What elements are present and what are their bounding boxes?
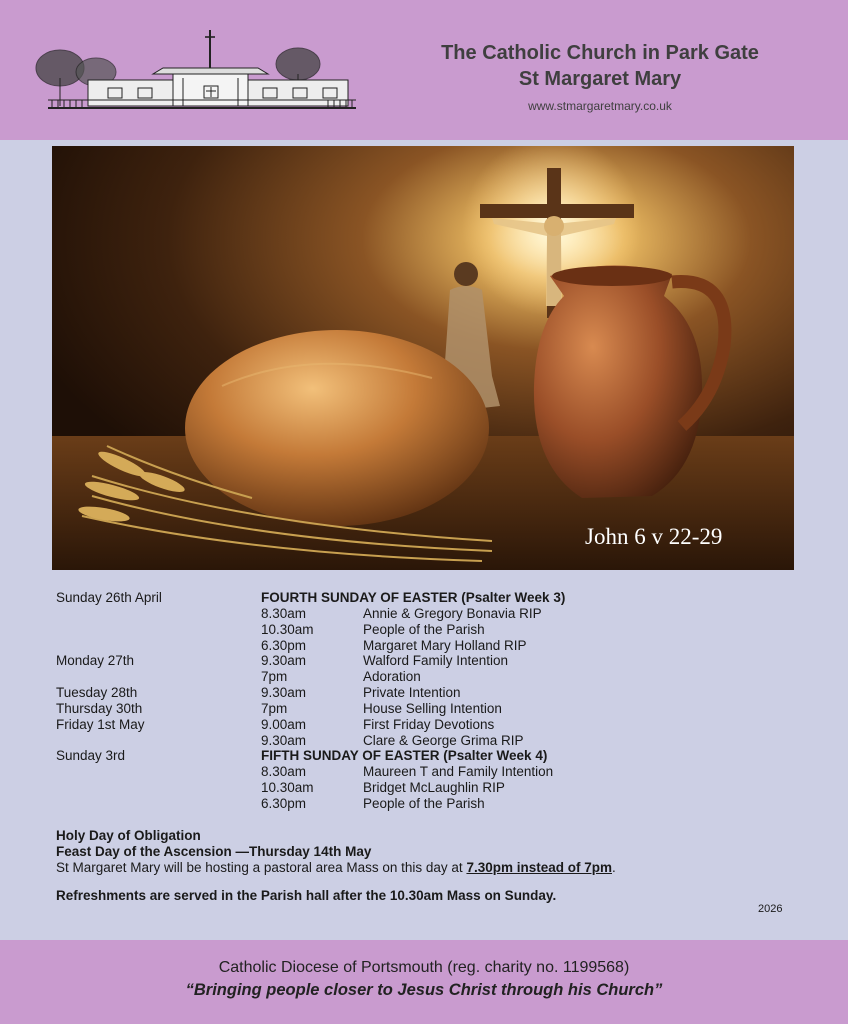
church-title-line1: The Catholic Church in Park Gate bbox=[441, 42, 759, 64]
mass-intention: House Selling Intention bbox=[363, 700, 502, 716]
mass-intention: First Friday Devotions bbox=[363, 716, 495, 732]
mass-intention: Annie & Gregory Bonavia RIP bbox=[363, 605, 542, 621]
church-title bbox=[380, 40, 820, 92]
schedule-row bbox=[56, 748, 796, 764]
mass-time: 6.30pm bbox=[261, 637, 307, 653]
schedule-day: Friday 1st May bbox=[56, 716, 145, 732]
schedule-row bbox=[56, 669, 796, 685]
mass-intention: Maureen T and Family Intention bbox=[363, 764, 554, 780]
mass-intention: People of the Parish bbox=[363, 795, 485, 811]
schedule-day: Sunday 3rd bbox=[56, 748, 126, 764]
liturgical-heading: FIFTH SUNDAY OF EASTER (Psalter Week 4) bbox=[261, 748, 548, 764]
mass-time: 9.30am bbox=[261, 653, 307, 669]
mass-time: 9.30am bbox=[261, 685, 307, 701]
mass-time-highlight: 7.30pm instead of 7pm bbox=[466, 859, 612, 875]
mass-time: 7pm bbox=[261, 700, 288, 716]
schedule-row bbox=[56, 653, 796, 669]
schedule-row bbox=[56, 796, 796, 812]
schedule-row bbox=[56, 590, 796, 606]
mass-intention: Adoration bbox=[363, 669, 421, 685]
mass-schedule bbox=[56, 590, 796, 812]
mass-time: 8.30am bbox=[261, 605, 307, 621]
ascension-mass-note bbox=[56, 860, 796, 876]
diocese-line: Catholic Diocese of Portsmouth (reg. charity no. 1199568) bbox=[218, 959, 630, 976]
schedule-row bbox=[56, 685, 796, 701]
mass-intention: Margaret Mary Holland RIP bbox=[363, 637, 527, 653]
header-banner bbox=[0, 0, 848, 140]
mass-intention: Private Intention bbox=[363, 685, 461, 701]
feast-day-heading: Feast Day of the Ascension —Thursday 14th May bbox=[56, 843, 372, 859]
mass-intention: Clare & George Grima RIP bbox=[363, 732, 524, 748]
mass-note-text: St Margaret Mary will be hosting a pastoral area Mass on this day at bbox=[56, 859, 467, 875]
mass-intention: People of the Parish bbox=[363, 621, 485, 637]
schedule-row bbox=[56, 780, 796, 796]
mass-intention: Walford Family Intention bbox=[363, 653, 509, 669]
mass-time: 10.30am bbox=[261, 780, 314, 796]
mass-time: 10.30am bbox=[261, 621, 314, 637]
mass-note-end: . bbox=[612, 859, 616, 875]
mass-intention: Bridget McLaughlin RIP bbox=[363, 780, 505, 796]
website-link[interactable]: www.stmargaretmary.co.uk bbox=[528, 99, 672, 113]
footer-banner bbox=[0, 940, 848, 1024]
notices bbox=[56, 828, 796, 875]
hero-painting bbox=[52, 146, 794, 570]
mass-time: 7pm bbox=[261, 669, 288, 685]
scripture-reference: John 6 v 22-29 bbox=[585, 524, 723, 549]
mass-time: 8.30am bbox=[261, 764, 307, 780]
holy-day-heading: Holy Day of Obligation bbox=[56, 828, 201, 843]
mass-time: 9.30am bbox=[261, 732, 307, 748]
schedule-day: Tuesday 28th bbox=[56, 685, 138, 701]
mass-time: 6.30pm bbox=[261, 795, 307, 811]
schedule-row bbox=[56, 606, 796, 622]
motto-line: “Bringing people closer to Jesus Christ through his Church” bbox=[185, 981, 663, 999]
schedule-row bbox=[56, 764, 796, 780]
year-label: 2026 bbox=[758, 903, 783, 915]
schedule-day: Sunday 26th April bbox=[56, 590, 162, 605]
bread-jug-cross-painting bbox=[52, 146, 794, 570]
schedule-day: Thursday 30th bbox=[56, 700, 143, 716]
church-title-line2: St Margaret Mary bbox=[518, 68, 682, 90]
church-logo bbox=[28, 28, 358, 114]
mass-time: 9.00am bbox=[261, 716, 307, 732]
schedule-row bbox=[56, 717, 796, 733]
refreshments-note: Refreshments are served in the Parish hall after the 10.30am Mass on Sunday. bbox=[56, 888, 557, 903]
schedule-row bbox=[56, 733, 796, 749]
schedule-row bbox=[56, 622, 796, 638]
bread-loaf bbox=[185, 330, 489, 526]
liturgical-heading: FOURTH SUNDAY OF EASTER (Psalter Week 3) bbox=[261, 590, 566, 605]
schedule-row bbox=[56, 638, 796, 654]
schedule-day: Monday 27th bbox=[56, 653, 135, 669]
schedule-row bbox=[56, 701, 796, 717]
